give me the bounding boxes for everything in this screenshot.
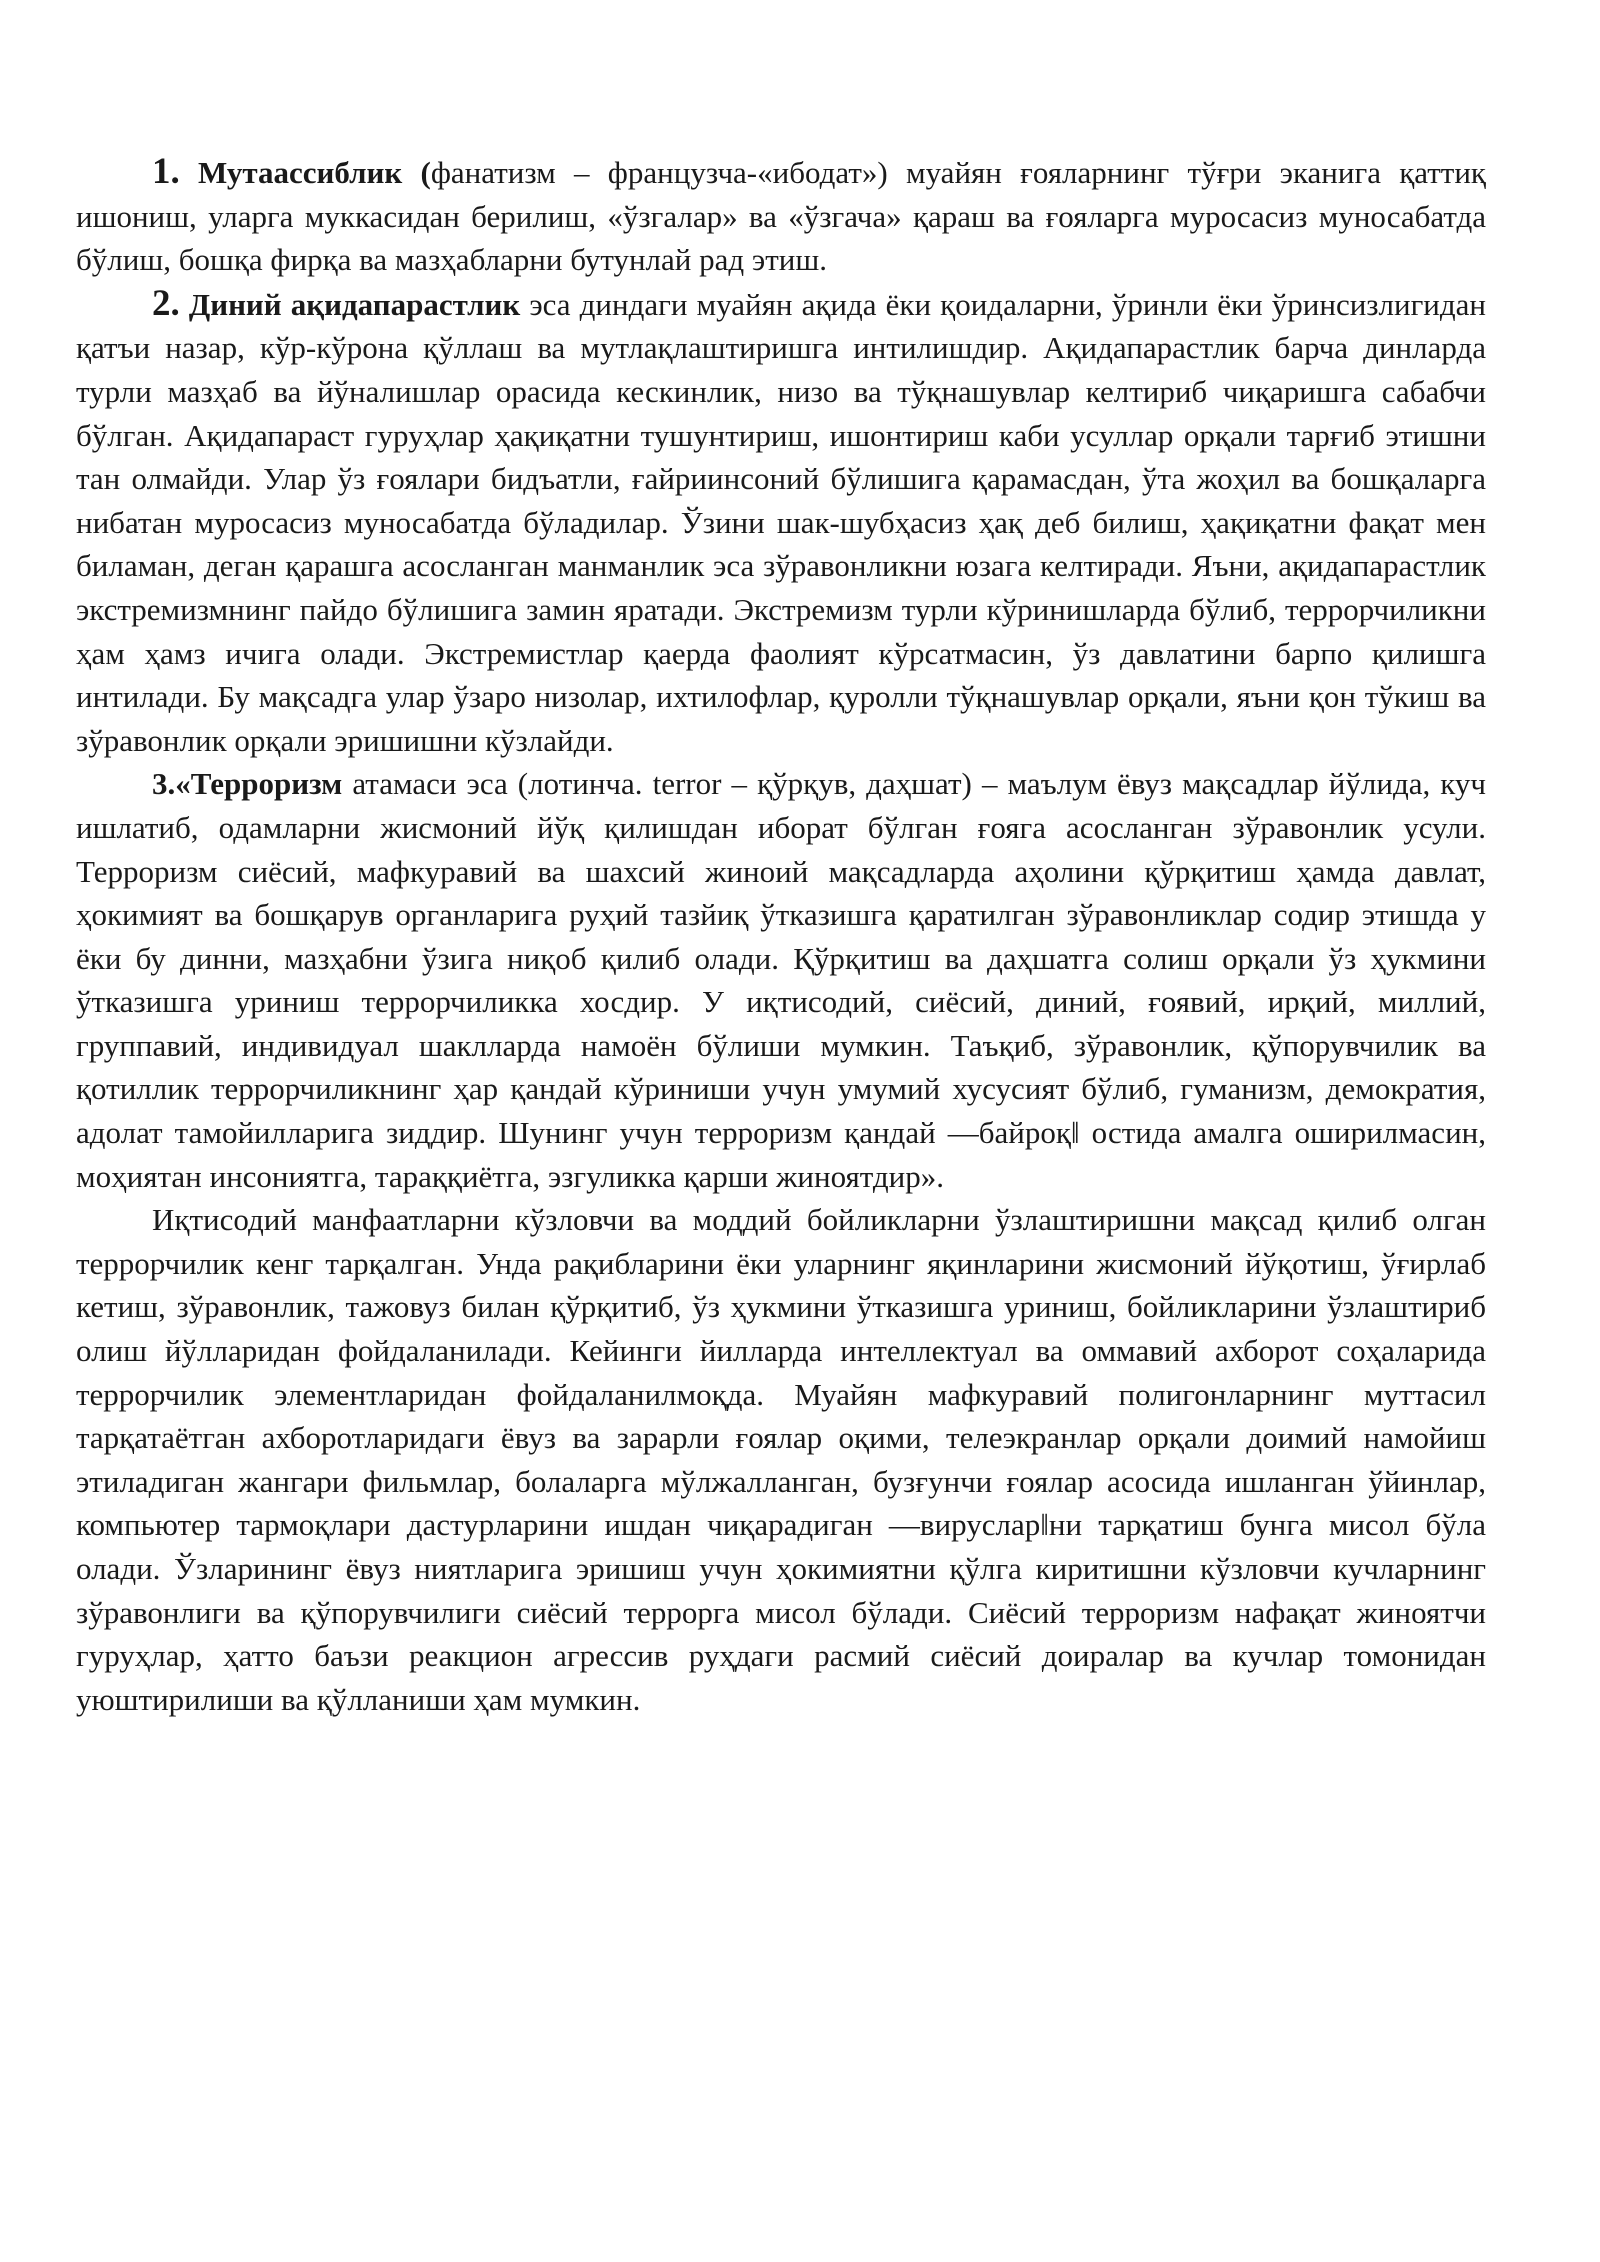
paragraph-text: Иқтисодий манфаатларни кўзловчи ва моддий бойликларни ўзлаштиришни мақсад қилиб олган террорчилик кенг тарқалган. Унда рақибларини ёки уларнинг яқинларини жисмоний йўқотиш, ўғирлаб кетиш, зўравонлик, тажовуз билан қўрқитиб, ўз ҳукмини ўтказишга уриниш, бойликларини ўзлаштириб олиш йўлларидан фойдаланилади. Кейинги йилларда интеллектуал ва оммавий ахборот соҳаларида террорчилик элементларидан фойдаланилмоқда. Муайян мафкуравий полигонларнинг муттасил тарқатаётган ахборотларидаги ёвуз ва зарарли ғоялар оқими, телеэкранлар орқали доимий намойиш этиладиган жангари фильмлар, болаларга мўлжалланган, бузғунчи ғоялар асосида ишланган ўйинлар, компьютер тармоқлари дастурларини ишдан чиқарадиган ―вируслар‖ни тарқатиш бунга мисол бўла олади. Ўзларининг ёвуз ниятларига эришиш учун ҳокимиятни қўлга киритишни кўзловчи кучларнинг зўравонлиги ва қўпорувчилиги сиёсий террорга мисол бўлади. Сиёсий терроризм нафақат жиноятчи гуруҳлар, ҳатто баъзи реакцион агрессив руҳдаги расмий сиёсий доиралар ва кучлар томонидан уюштирилиши ва қўлланиши ҳам мумкин. bbox=[76, 1202, 1486, 1717]
paragraph-text: фанатизм – французча-«ибодат») муайян ғояларнинг тўғри эканига қаттиқ ишониш, уларга муккасидан берилиш, «ўзгалар» ва «ўзгача» қараш ва ғояларга муросасиз муносабатда бўлиш, бошқа фирқа ва мазҳабларни бутунлай рад этиш. bbox=[76, 155, 1486, 278]
paragraph-number: 1. bbox=[152, 151, 180, 192]
paragraph-text: эса диндаги муайян ақида ёки қоидаларни, ўринли ёки ўринсизлигидан қатъи назар, кўр-кўрона қўллаш ва мутлақлаштиришга интилишдир. Ақидапарастлик барча динларда турли мазҳаб ва йўналишлар орасида кескинлик, низо ва тўқнашувлар келтириб чиқаришга сабабчи бўлган. Ақидапараст гуруҳлар ҳақиқатни тушунтириш, ишонтириш каби усуллар орқали тарғиб этишни тан олмайди. Улар ўз ғоялари бидъатли, ғайриинсоний бўлишига қарамасдан, ўта жоҳил ва бошқаларга нибатан муросасиз муносабатда бўладилар. Ўзини шак-шубҳасиз ҳақ деб билиш, ҳақиқатни фақат мен биламан, деган қарашга асосланган манманлик эса зўравонликни юзага келтиради. Яъни, ақидапарастлик экстремизмнинг пайдо бўлишига замин яратади. Экстремизм турли кўринишларда бўлиб, террорчиликни ҳам ҳамз ичига олади. Экстремистлар қаерда фаолият кўрсатмасин, ўз давлатини барпо қилишга интилади. Бу мақсадга улар ўзаро низолар, ихтилофлар, қуролли тўқнашувлар орқали, яъни қон тўкиш ва зўравонлик орқали эришишни кўзлайди. bbox=[76, 286, 1487, 758]
paragraph-fanaticism bbox=[76, 150, 1486, 282]
paragraph-number: 2. bbox=[152, 282, 180, 324]
paragraph-religious-dogmatism bbox=[76, 282, 1486, 763]
paragraph-economic-terrorism bbox=[76, 1198, 1486, 1721]
paragraph-text: атамаси эса (лотинча. terror – қўрқув, даҳшат) – маълум ёвуз мақсадлар йўлида, куч ишлатиб, одамларни жисмоний йўқ қилишдан иборат бўлган ғояга асосланган зўравонлик усули. Терроризм сиёсий, мафкуравий ва шахсий жиноий мақсадларда аҳолини қўрқитиш ҳамда давлат, ҳокимият ва бошқарув органларига руҳий тазйиқ ўтказишга қаратилган зўравонликлар содир этишда у ёки бу динни, мазҳабни ўзига ниқоб қилиб олади. Қўрқитиш ва даҳшатга солиш орқали ўз ҳукмини ўтказишга уриниш террорчиликка хосдир. У иқтисодий, сиёсий, диний, ғоявий, ирқий, миллий, группавий, индивидуал шаклларда намоён бўлиши мумкин. Таъқиб, зўравонлик, қўпорувчилик ва қотиллик террорчиликнинг ҳар қандай кўриниши учун умумий хусусият бўлиб, гуманизм, демократия, адолат тамойилларига зиддир. Шунинг учун терроризм қандай ―байроқ‖ остида амалга оширилмасин, моҳиятан инсониятга, тараққиётга, эзгуликка қарши жиноятдир». bbox=[76, 766, 1487, 1194]
document-page bbox=[76, 150, 1486, 1721]
term-terrorism: Терроризм bbox=[190, 766, 343, 802]
paragraph-number: 3.« bbox=[152, 766, 191, 802]
term-fanaticism: Мутаассиблик ( bbox=[198, 155, 431, 190]
paragraph-terrorism bbox=[76, 762, 1486, 1198]
term-religious-dogmatism: Диний ақидапарастлик bbox=[188, 286, 521, 322]
